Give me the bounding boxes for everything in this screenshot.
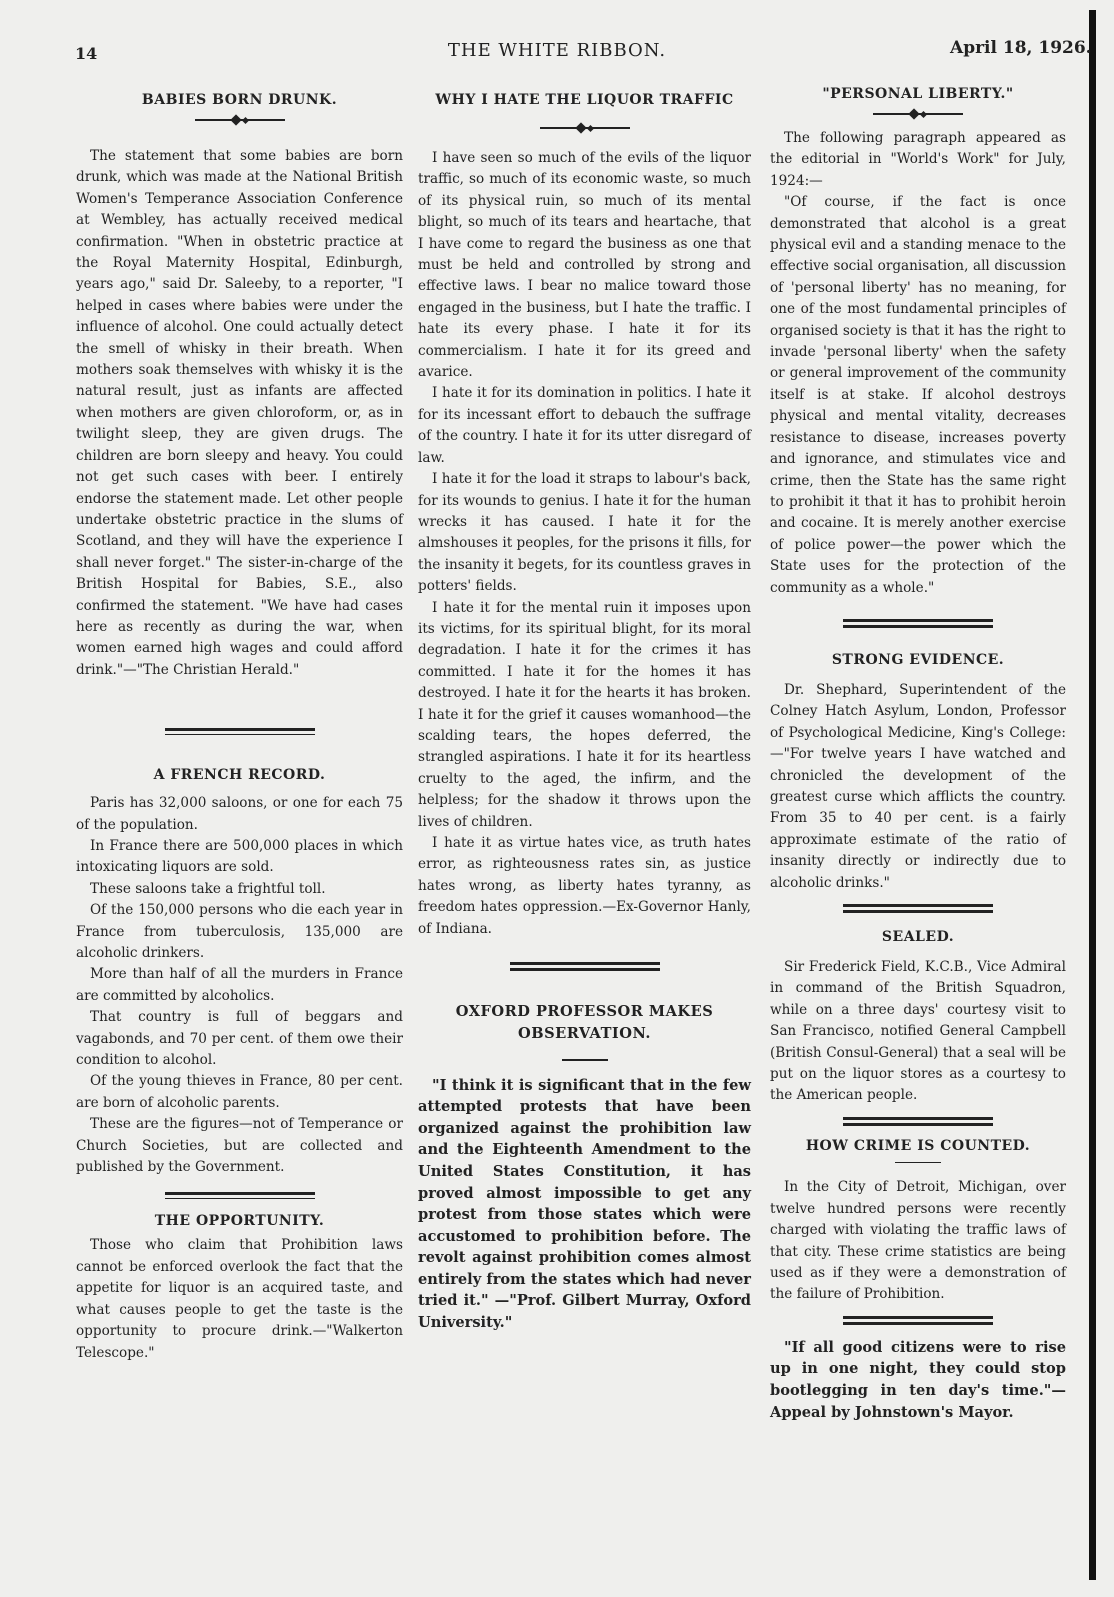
article-title: STRONG EVIDENCE.	[831, 651, 1005, 668]
article-paragraph: I hate it for the mental ruin it imposes upon its victims, for its spiritual blight, for its moral degradation. I hate it for the crimes it has committed. I hate it for the homes it has destroyed. I hate it for the hearts it has broken. I hate it for the grief it causes womanhood—the scalding tears, the hopes deferred, the strangled aspirations. I hate it for its heartless cruelty to the aged, the infirm, and the helpless; for the shadow it throws upon the lives of children.	[418, 599, 751, 830]
article-title: BABIES BORN DRUNK.	[141, 92, 338, 108]
article-paragraph: Sir Frederick Field, K.C.B., Vice Admiral in command of the British Squadron, while on a three days' courtesy visit to San Francisco, notified General Campbell (British Consul-General) that a seal will be put on the liquor stores as a courtesy to the American people.	[770, 959, 1066, 1104]
double-rule-divider	[510, 962, 660, 971]
article-paragraph: I have seen so much of the evils of the liquor traffic, so much of its economic waste, so much of its physical ruin, so much of its mental blight, so much of its tears and heartache, that I have come to regard the business as one that must be held and controlled by strong and effective laws. I bear no malice toward those engaged in the business, but I hate the traffic. I hate its every phase. I hate it for its commercialism. I hate it for its greed and avarice.	[418, 150, 751, 381]
article-paragraph: Of the 150,000 persons who die each year in France from tuberculosis, 135,000 are alcoholic drinkers.	[76, 902, 403, 961]
article-appeal	[770, 1337, 1066, 1423]
article-personal-liberty	[770, 86, 1066, 599]
double-rule-divider	[843, 1316, 993, 1325]
article-french-record	[76, 767, 403, 1178]
article-paragraph: In the City of Detroit, Michigan, over twelve hundred persons were recently charged with violating the traffic laws of that city. These crime statistics are being used as if they were a demonstration of the failure of Prohibition.	[770, 1179, 1066, 1303]
article-paragraph: "I think it is significant that in the few attempted protests that have been organized against the prohibition law and the Eighteenth Amendment to the United States Constitution, it has proved almost impossible to get any protest from those states which were accustomed to prohibition before. The revolt against prohibition comes almost entirely from the states which had never tried it." —"Prof. Gilbert Murray, Oxford University."	[418, 1076, 751, 1332]
article-paragraph: More than half of all the murders in France are committed by alcoholics.	[76, 966, 403, 1004]
short-rule	[562, 1059, 608, 1061]
column-middle	[418, 80, 751, 1334]
article-paragraph: These are the figures—not of Temperance or Church Societies, but are collected and published by the Government.	[76, 1116, 403, 1176]
article-why-i-hate	[418, 92, 751, 940]
page-edge-bar	[1089, 10, 1096, 1580]
article-paragraph: Those who claim that Prohibition laws cannot be enforced overlook the fact that the appetite for liquor is an acquired taste, and what causes people to get the taste is the opportunity to procure drink.—"Walkerton Telescope."	[76, 1237, 403, 1361]
article-paragraph: The statement that some babies are born drunk, which was made at the National British Women's Temperance Association Conference at Wembley, has actually received medical confirmation. "When in obstetric practice at the Royal Maternity Hospital, Edinburgh, years ago," said Dr. Saleeby, to a reporter, "I helped in cases where babies were under the influence of alcohol. One could actually detect the smell of whisky in their breath. When mothers soak themselves with whisky it is the natural result, just as infants are affected when mothers are given chloroform, or, as in twilight sleep, they are given drugs. The children are born sleepy and heavy. You could not get such cases with beer. I entirely endorse the statement made. Let other people undertake obstetric practice in the slums of Scotland, and they will have the experience I shall never forget." The sister-in-charge of the British Hospital for Babies, S.E., also confirmed the statement. "We have had cases here as recently as during the war, when women earned high wages and could afford drink."—"The Christian Herald."	[76, 148, 403, 678]
article-title: SEALED.	[881, 929, 955, 945]
column-left	[76, 80, 403, 1364]
ornament-divider	[540, 122, 630, 134]
article-paragraph: I hate it for its domination in politics. I hate it for its incessant effort to debauch the suffrage of the country. I hate it for its utter disregard of law.	[418, 385, 751, 466]
publication-title: THE WHITE RIBBON.	[447, 40, 667, 61]
article-paragraph: The following paragraph appeared as the editorial in "World's Work" for July, 1924:—	[770, 130, 1066, 189]
article-babies-born-drunk	[76, 92, 403, 681]
article-paragraph: I hate it as virtue hates vice, as truth hates error, as righteousness rates sin, as justice hates wrong, as liberty hates tyranny, as freedom hates oppression.—Ex-Governor Hanly, of Indiana.	[418, 835, 751, 937]
page-number: 14	[75, 44, 98, 63]
article-title: OXFORD PROFESSOR MAKES OBSERVATION.	[455, 1003, 714, 1043]
article-opportunity	[76, 1213, 403, 1363]
double-rule-divider	[165, 728, 315, 735]
article-paragraph: Paris has 32,000 saloons, or one for each 75 of the population.	[76, 795, 403, 833]
double-rule-divider	[843, 904, 993, 913]
double-rule-divider	[165, 1192, 315, 1199]
article-paragraph: I hate it for the load it straps to labour's back, for its wounds to genius. I hate it for the human wrecks it has caused. I hate it for the almshouses it peoples, for the prisons it fills, for the insanity it begets, for its countless graves in potters' fields.	[418, 471, 751, 595]
article-title: HOW CRIME IS COUNTED.	[805, 1137, 1031, 1154]
short-rule	[895, 1162, 941, 1164]
article-title: A FRENCH RECORD.	[153, 767, 326, 784]
article-paragraph: "If all good citizens were to rise up in one night, they could stop bootlegging in ten day's time."—Appeal by Johnstown's Mayor.	[770, 1338, 1066, 1421]
article-title: "PERSONAL LIBERTY."	[822, 86, 1014, 102]
article-paragraph: These saloons take a frightful toll.	[90, 880, 326, 897]
issue-date: April 18, 1926.	[950, 38, 1092, 58]
column-right	[770, 80, 1066, 1423]
article-paragraph: Of the young thieves in France, 80 per cent. are born of alcoholic parents.	[76, 1073, 403, 1111]
article-paragraph: "Of course, if the fact is once demonstrated that alcohol is a great physical evil and a standing menace to the effective social organisation, all discussion of 'personal liberty' has no meaning, for one of the most fundamental principles of organised society is that it has the right to invade 'personal liberty' when the safety or general improvement of the community itself is at stake. If alcohol destroys physical and mental vitality, decreases resistance to disease, increases poverty and ignorance, and stimulates vice and crime, then the State has the same right to prohibit it that it has to prohibit heroin and cocaine. It is merely another exercise of police power—the power which the State uses for the protection of the community as a whole."	[770, 194, 1066, 596]
article-sealed	[770, 929, 1066, 1107]
ornament-divider	[873, 108, 963, 120]
double-rule-divider	[843, 619, 993, 628]
article-paragraph: In France there are 500,000 places in which intoxicating liquors are sold.	[76, 837, 403, 876]
article-oxford-professor	[418, 1001, 751, 1334]
double-rule-divider	[843, 1117, 993, 1126]
article-title: WHY I HATE THE LIQUOR TRAFFIC	[435, 92, 734, 108]
article-strong-evidence	[770, 652, 1066, 894]
article-paragraph: That country is full of beggars and vagabonds, and 70 per cent. of them owe their condition to alcohol.	[76, 1009, 403, 1069]
article-title: THE OPPORTUNITY.	[154, 1213, 325, 1230]
article-paragraph: Dr. Shephard, Superintendent of the Colney Hatch Asylum, London, Professor of Psychological Medicine, King's College:—"For twelve years I have watched and chronicled the development of the greatest curse which afflicts the country. From 35 to 40 per cent. is a fairly approximate estimate of the ratio of insanity directly or indirectly due to alcoholic drinks."	[770, 681, 1066, 891]
ornament-divider	[195, 114, 285, 126]
article-how-crime-is-counted	[770, 1138, 1066, 1306]
